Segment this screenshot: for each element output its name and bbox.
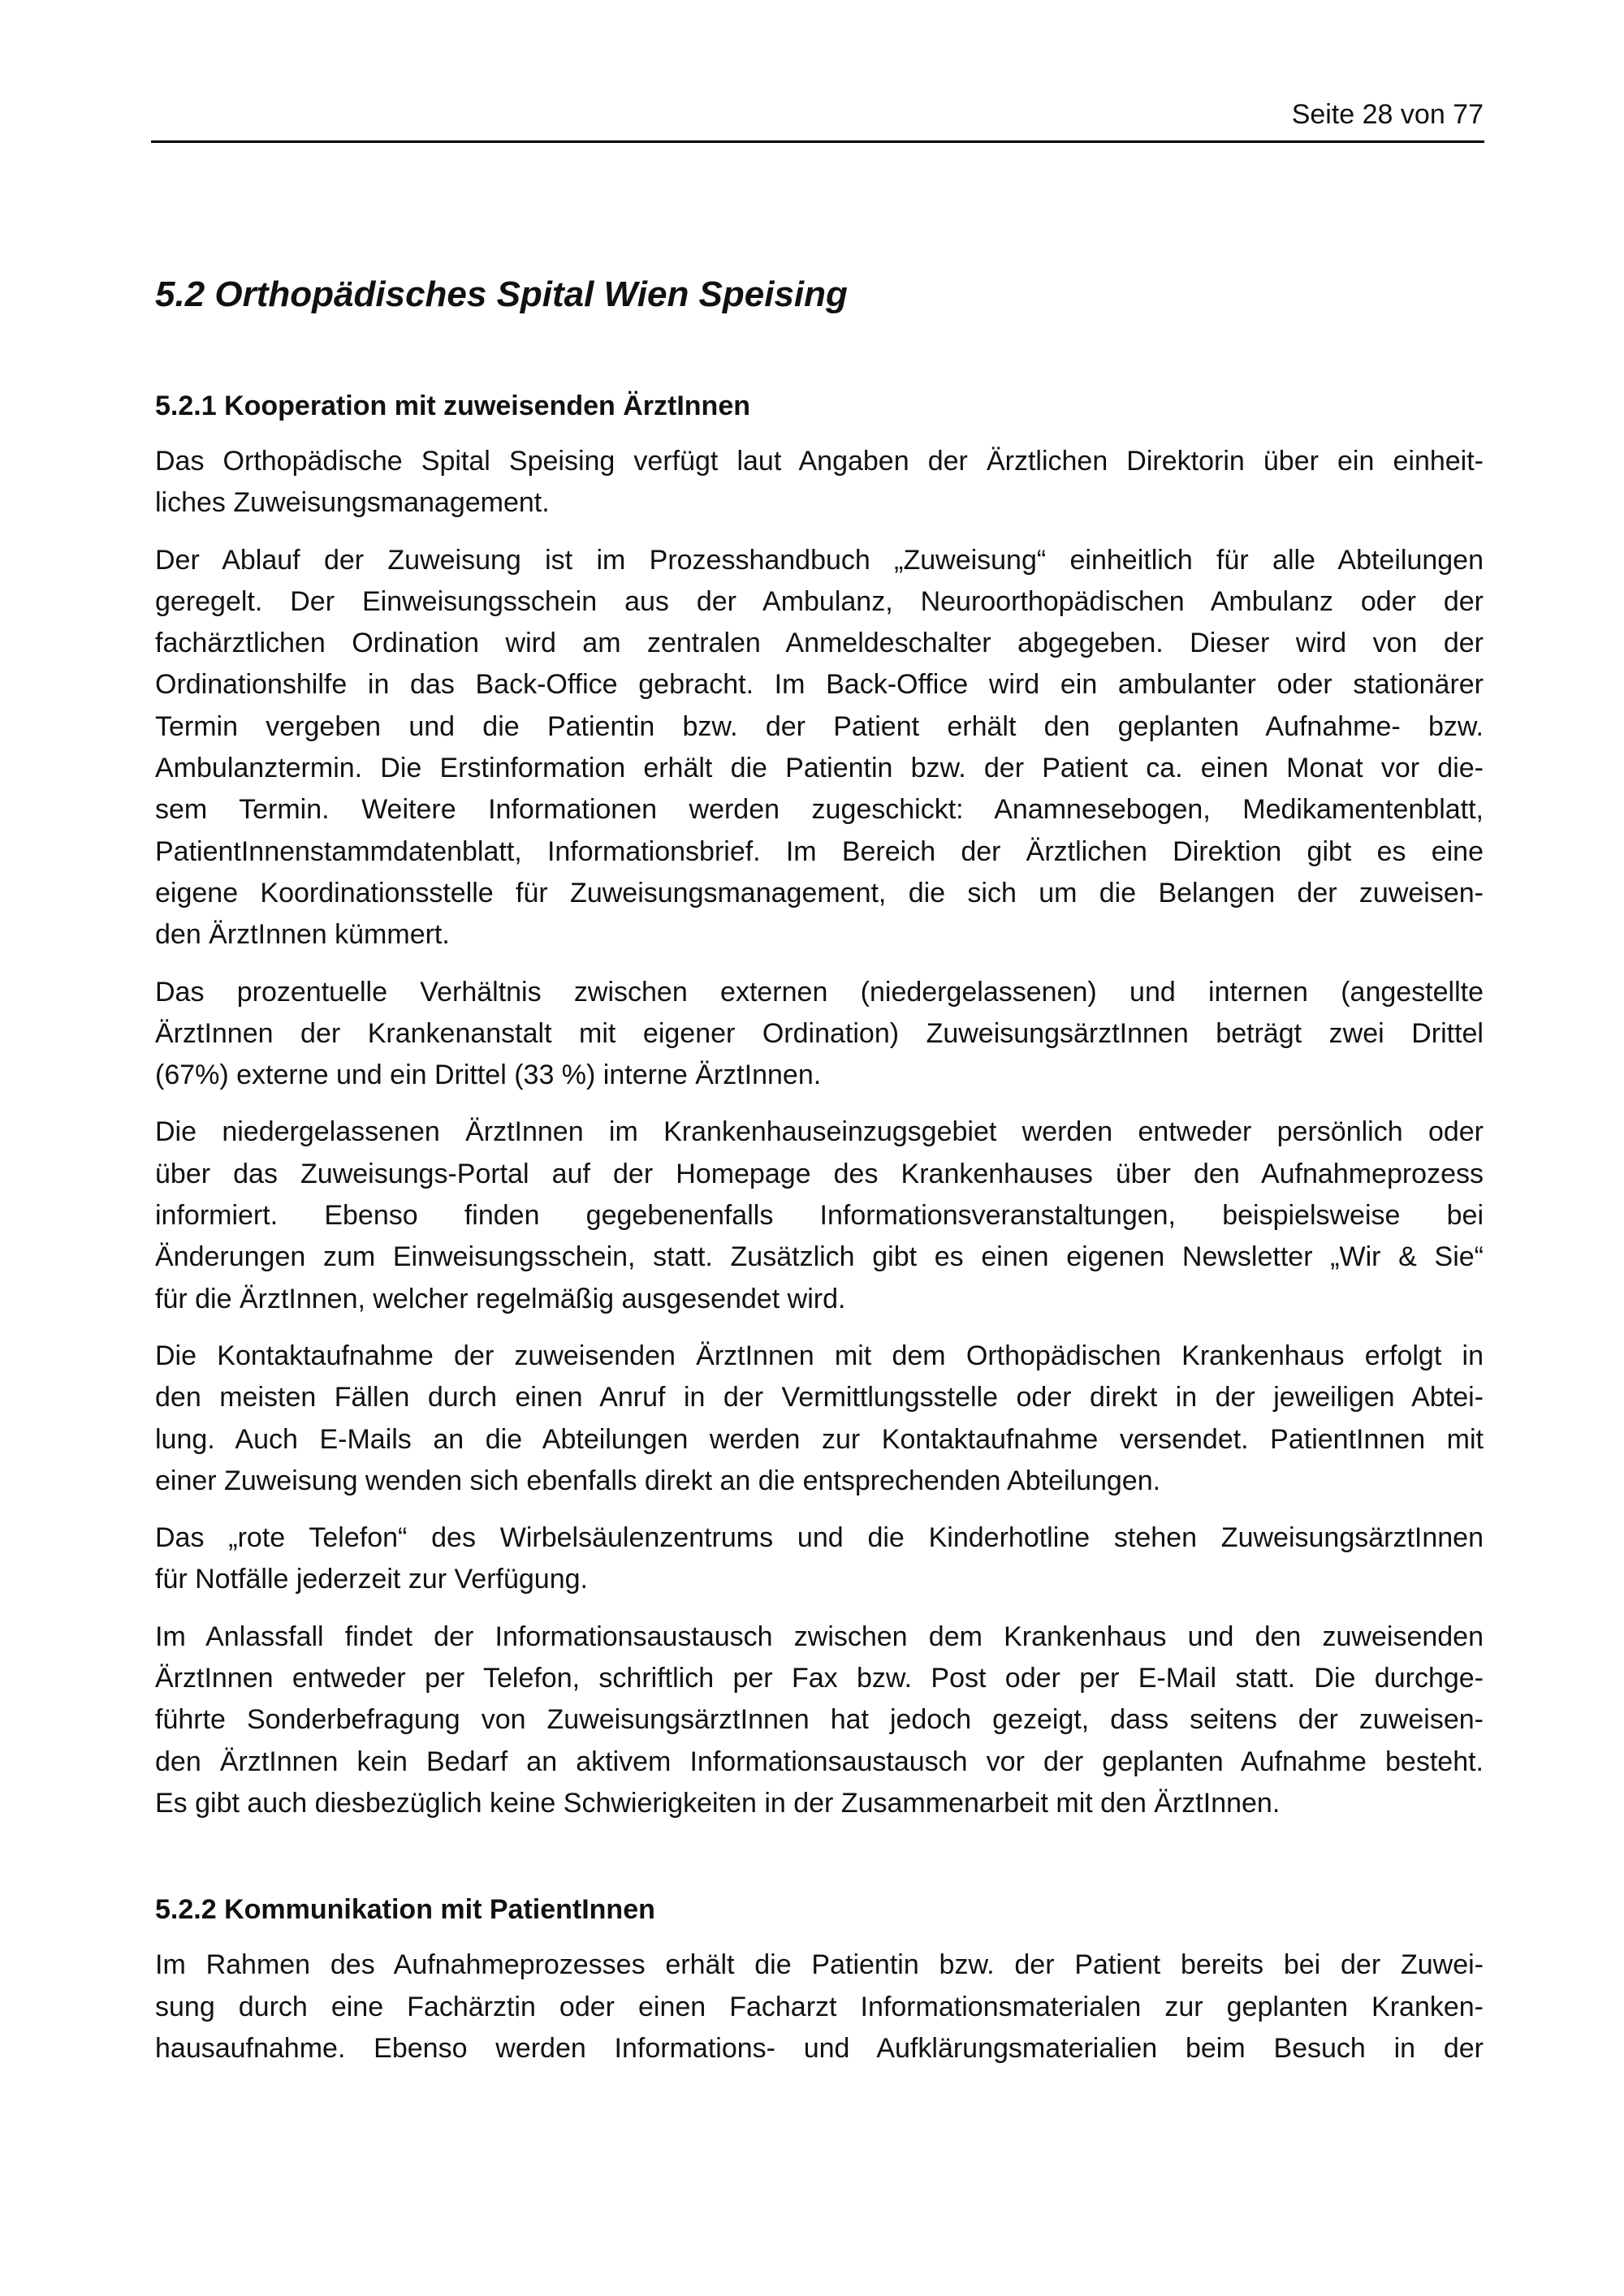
- text-line: fachärztlichen Ordination wird am zentralen Anmeldeschalter abgegeben. Dieser wird von der: [155, 628, 1484, 659]
- text-line: Die Kontaktaufnahme der zuweisenden ÄrztInnen mit dem Orthopädischen Krankenhaus erfolgt in: [155, 1340, 1484, 1371]
- paragraph: [155, 1517, 1484, 1601]
- text-line: informiert. Ebenso finden gegebenenfalls Informationsveranstaltungen, beispielsweise bei: [155, 1200, 1484, 1232]
- header-divider: [151, 140, 1484, 143]
- document-body: [155, 268, 1484, 2069]
- text-line: für Notfälle jederzeit zur Verfügung.: [155, 1564, 588, 1595]
- text-line: sung durch eine Fachärztin oder einen Facharzt Informationsmaterialen zur geplanten Kranken-: [155, 1991, 1484, 2022]
- text-line: Im Anlassfall findet der Informationsaustausch zwischen dem Krankenhaus und den zuweisenden: [155, 1621, 1484, 1652]
- text-line: ÄrztInnen der Krankenanstalt mit eigener Ordination) ZuweisungsärztInnen beträgt zwei Drittel: [155, 1017, 1484, 1049]
- text-line: liches Zuweisungsmanagement.: [155, 487, 550, 519]
- text-line: geregelt. Der Einweisungsschein aus der Ambulanz, Neuroorthopädischen Ambulanz oder der: [155, 585, 1484, 617]
- paragraph: [155, 972, 1484, 1097]
- paragraph: [155, 441, 1484, 524]
- paragraph: [155, 1111, 1484, 1319]
- page-number: Seite 28 von 77: [1291, 99, 1484, 130]
- paragraph: [155, 1616, 1484, 1824]
- text-line: sem Termin. Weitere Informationen werden zugeschickt: Anamnesebogen, Medikamentenblatt,: [155, 794, 1484, 826]
- subsection-body: [155, 441, 1484, 1824]
- text-line: einer Zuweisung wenden sich ebenfalls direkt an die entsprechenden Abteilungen.: [155, 1465, 1161, 1496]
- text-line: den meisten Fällen durch einen Anruf in der Vermittlungsstelle oder direkt in der jeweiligen Abtei-: [155, 1382, 1484, 1413]
- text-line: hausaufnahme. Ebenso werden Informations- und Aufklärungsmaterialien beim Besuch in der: [155, 2032, 1484, 2064]
- paragraph: [155, 1336, 1484, 1502]
- text-line: Das prozentuelle Verhältnis zwischen externen (niedergelassenen) und internen (angestellte: [155, 976, 1484, 1008]
- text-line: Das „rote Telefon“ des Wirbelsäulenzentrums und die Kinderhotline stehen ZuweisungsärztInnen: [155, 1522, 1484, 1554]
- text-line: Änderungen zum Einweisungsschein, statt. Zusätzlich gibt es einen eigenen Newsletter „Wir & Sie“: [155, 1241, 1484, 1273]
- text-line: Im Rahmen des Aufnahmeprozesses erhält die Patientin bzw. der Patient bereits bei der Zuwei-: [155, 1949, 1484, 1981]
- text-line: über das Zuweisungs-Portal auf der Homepage des Krankenhauses über den Aufnahmeprozess: [155, 1158, 1484, 1189]
- text-line: (67%) externe und ein Drittel (33 %) interne ÄrztInnen.: [155, 1060, 822, 1091]
- text-line: Es gibt auch diesbezüglich keine Schwierigkeiten in der Zusammenarbeit mit den ÄrztInnen.: [155, 1787, 1281, 1819]
- text-line: führte Sonderbefragung von ZuweisungsärztInnen hat jedoch gezeigt, dass seitens der zuweisen-: [155, 1704, 1484, 1736]
- text-line: Der Ablauf der Zuweisung ist im Prozesshandbuch „Zuweisung“ einheitlich für alle Abteilungen: [155, 544, 1484, 576]
- text-line: lung. Auch E-Mails an die Abteilungen werden zur Kontaktaufnahme versendet. PatientInnen mit: [155, 1423, 1484, 1455]
- text-line: den ÄrztInnen kein Bedarf an aktivem Informationsaustausch vor der geplanten Aufnahme besteht.: [155, 1746, 1484, 1777]
- subsection-body: [155, 1944, 1484, 2069]
- text-line: Ordinationshilfe in das Back-Office gebracht. Im Back-Office wird ein ambulanter oder stationärer: [155, 669, 1484, 701]
- text-line: eigene Koordinationsstelle für Zuweisungsmanagement, die sich um die Belangen der zuweisen-: [155, 877, 1484, 908]
- text-line: für die ÄrztInnen, welcher regelmäßig ausgesendet wird.: [155, 1283, 846, 1314]
- text-line: PatientInnenstammdatenblatt, Informationsbrief. Im Bereich der Ärztlichen Direktion gibt es eine: [155, 835, 1484, 867]
- text-line: ÄrztInnen entweder per Telefon, schriftlich per Fax bzw. Post oder per E-Mail statt. Die durchge-: [155, 1663, 1484, 1694]
- text-line: den ÄrztInnen kümmert.: [155, 919, 450, 951]
- text-line: Ambulanztermin. Die Erstinformation erhält die Patientin bzw. der Patient ca. einen Monat vor die-: [155, 753, 1484, 784]
- paragraph: [155, 540, 1484, 956]
- subsection-title: 5.2.2 Kommunikation mit PatientInnen: [155, 1894, 655, 1926]
- text-line: Das Orthopädische Spital Speising verfügt laut Angaben der Ärztlichen Direktorin über ein einheit-: [155, 446, 1484, 477]
- paragraph: [155, 1944, 1484, 2069]
- subsection-title: 5.2.1 Kooperation mit zuweisenden ÄrztInnen: [155, 391, 750, 421]
- text-line: Die niedergelassenen ÄrztInnen im Krankenhauseinzugsgebiet werden entweder persönlich oder: [155, 1116, 1484, 1148]
- text-line: Termin vergeben und die Patientin bzw. der Patient erhält den geplanten Aufnahme- bzw.: [155, 710, 1484, 742]
- section-title: 5.2 Orthopädisches Spital Wien Speising: [155, 274, 848, 314]
